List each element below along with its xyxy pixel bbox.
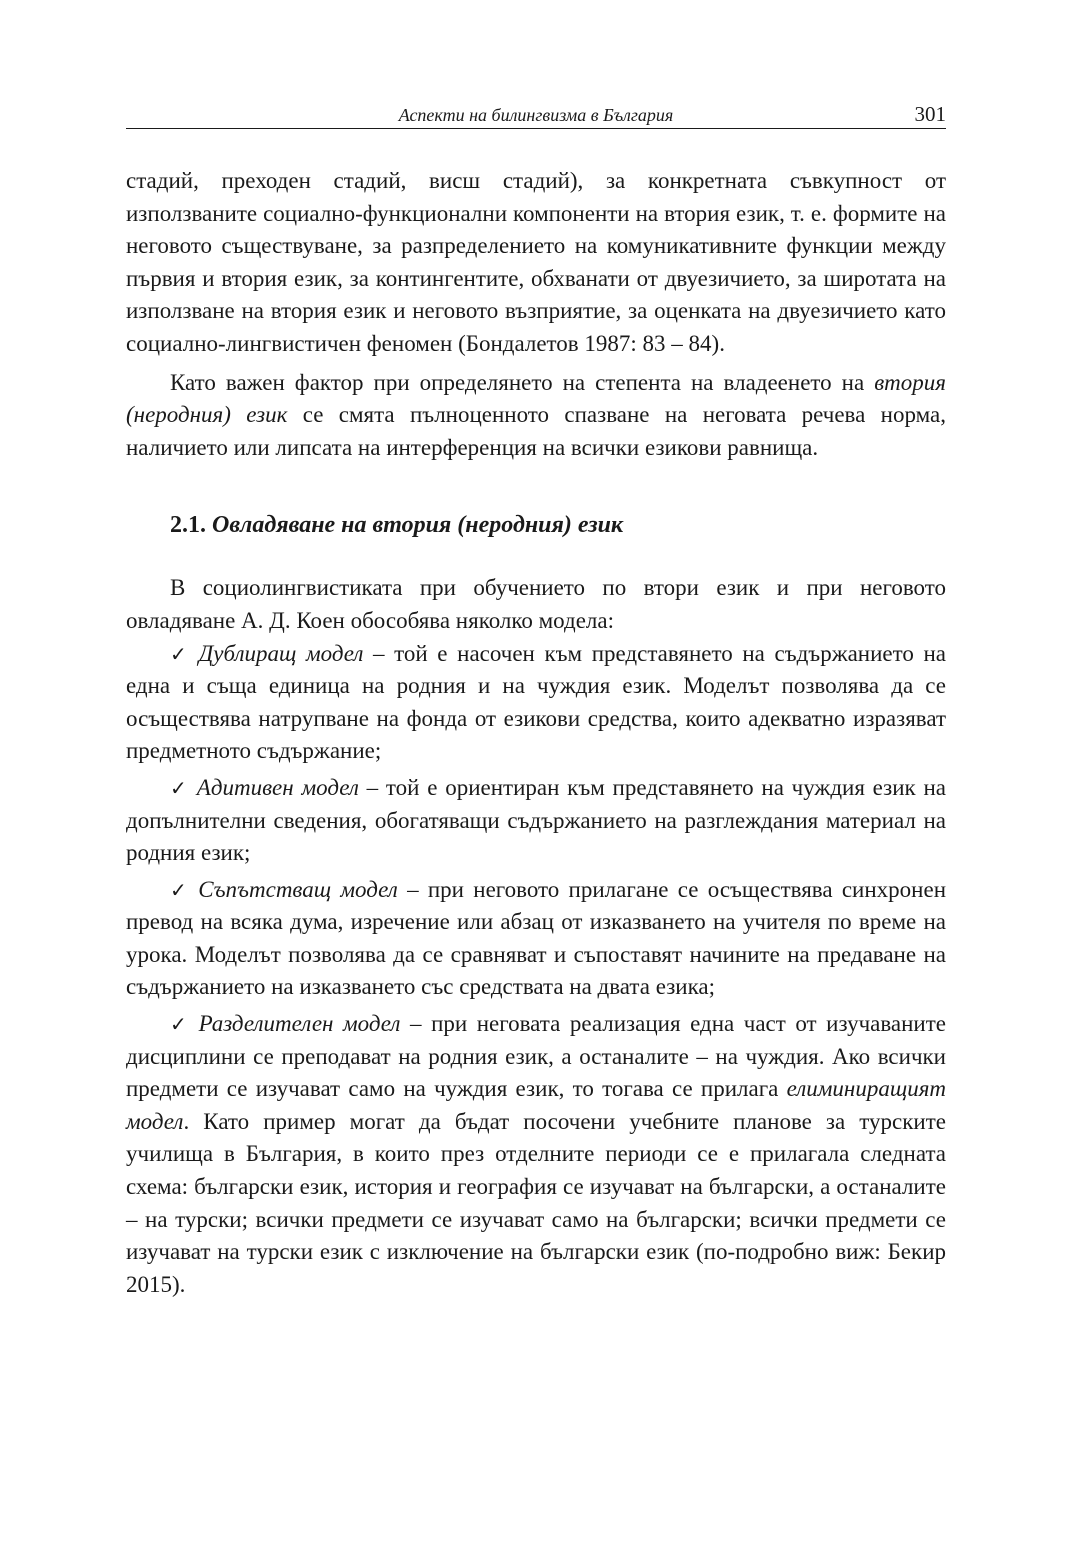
list-item-text: – при неговата реализация една част от изучаваните дисциплини се преподават на родния език, а останалите – на чуждия. Ако всички предмети се изучават само на чуждия език, то тогава се прилага — [126, 1011, 946, 1102]
list-item-text: – той е насочен към представянето на съдържанието на една и съща единица на родния и на чуждия език. Моделът позволява да се осъществява натрупване на фонда от езикови средства, които адекватно изразяват предметното съдържание; — [126, 640, 946, 764]
paragraph-text: Като важен фактор при определянето на степента на владеенето на — [170, 369, 875, 395]
list-item-title: Разделителен модел — [198, 1011, 401, 1037]
body-text — [126, 165, 946, 1301]
section-heading — [170, 510, 946, 540]
list-item-title: Съпътстващ модел — [198, 876, 398, 902]
list-item-additive-model — [126, 772, 946, 870]
paragraph-second-language-factor — [126, 367, 946, 465]
running-title: Аспекти на билингвизма в България — [398, 105, 674, 125]
list-item-accompanying-model — [126, 874, 946, 1004]
checkmark-icon: ✓ — [170, 775, 189, 800]
checkmark-icon: ✓ — [170, 641, 191, 666]
list-item-text: – при неговото прилагане се осъществява синхронен превод на всяка дума, изречение или абзац от изказването на учителя по време на урока. Моделът позволява да се сравняват и съпоставят начините на предаване на съдържанието на изказването със средствата на двата езика; — [126, 876, 946, 1000]
list-item-title: Дублиращ модел — [198, 640, 364, 666]
paragraph-continuation: стадий, преходен стадий, висш стадий), за конкретната съвкупност от използваните социално-функционални компоненти на втория език, т. е. формите на неговото съществуване, за разпределението на комуникативните функции между първия и втория език, за контингентите, обхванати от двуезичието, за широтата на използване на втория език и неговото възприятие, за оценката на двуезичието като социално-лингвистичен феномен (Бондалетов 1987: 83 – 84). — [126, 168, 946, 356]
running-head — [126, 96, 946, 129]
list-item-text: . Като пример могат да бъдат посочени учебните планове за турските училища в България, в които през отделните периоди се е прилагала следната схема: български език, история и география се изучават на български, а останалите – на турски; всички предмети се изучават само на български; всички предмети се изучават на турски език с изключение на български език (по-подробно виж: Бекир 2015). — [126, 1108, 946, 1297]
section-intro: В социолингвистиката при обучението по втори език и при неговото овладяване А. Д. Коен обособява няколко модела: — [126, 575, 946, 633]
book-page — [126, 96, 946, 1301]
emphasis-second-language: втория (неродния) език — [126, 369, 946, 428]
page-number: 301 — [914, 102, 946, 126]
list-item-title: Адитивен модел — [196, 774, 359, 800]
checkmark-icon: ✓ — [170, 1012, 191, 1037]
emphasis-eliminating-model: елиминиращият модел — [126, 1076, 946, 1134]
section-title: Овладяване на втория (неродния) език — [212, 512, 624, 539]
list-item-text: – той е ориентиран към представянето на чуждия език на допълнителни сведения, обогатяващи съдържанието на разглеждания материал на родния език; — [126, 774, 947, 866]
paragraph-text: се смята пълноценното спазване на неговата речева норма, наличието или липсата на интерференция на всички езикови равнища. — [126, 402, 946, 460]
list-item-separating-model — [126, 1008, 946, 1301]
list-item-duplicating-model — [126, 638, 946, 768]
checkmark-icon: ✓ — [170, 877, 191, 902]
section-number: 2.1. — [170, 512, 206, 539]
